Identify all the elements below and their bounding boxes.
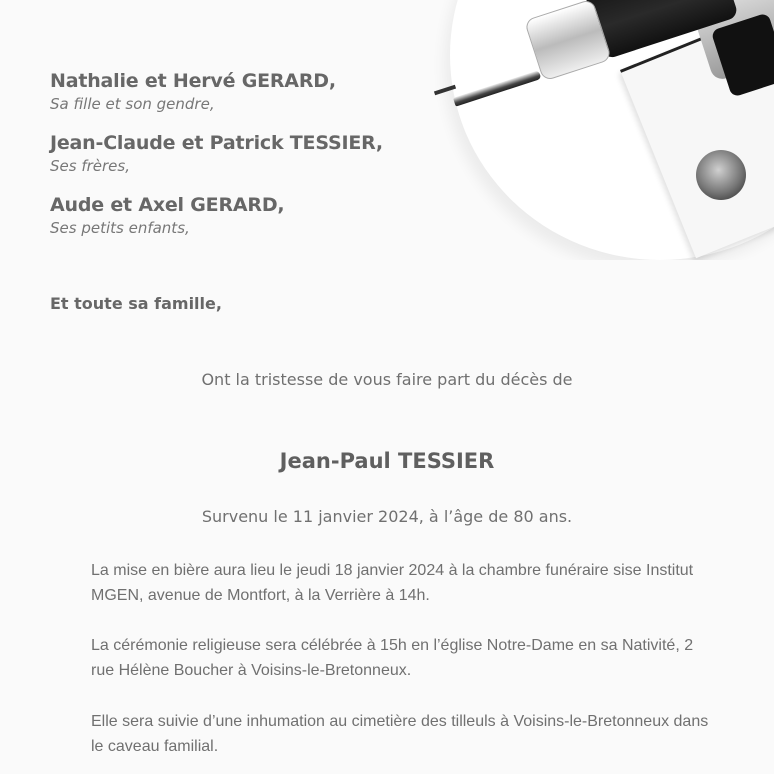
death-date-info: Survenu le 11 janvier 2024, à l’âge de 80 ans.	[201, 507, 573, 526]
burial-details: Elle sera suivie d’une inhumation au cimetière des tilleuls à Voisins-le-Bretonneux dans le caveau familial.	[91, 713, 709, 755]
family-member-name: Jean-Claude et Patrick TESSIER,	[50, 132, 383, 154]
family-member-role: Sa fille et son gendre,	[50, 95, 215, 113]
ceremony-details: La cérémonie religieuse sera célébrée à 15h en l’église Notre-Dame en sa Nativité, 2 rue Hélène Boucher à Voisins-le-Bretonneux.	[91, 637, 694, 679]
whole-family-line: Et toute sa famille,	[50, 294, 222, 313]
family-member-role: Ses petits enfants,	[50, 219, 190, 237]
family-member-name: Aude et Axel GERARD,	[50, 194, 285, 216]
deceased-name: Jean-Paul TESSIER	[279, 449, 495, 473]
casketing-details: La mise en bière aura lieu le jeudi 18 janvier 2024 à la chambre funéraire sise Institut MGEN, avenue de Montfort, à la Verrière à 14h.	[91, 562, 694, 604]
family-list	[50, 68, 383, 254]
family-member-name: Nathalie et Hervé GERARD,	[50, 70, 336, 92]
level-bubble-icon	[696, 150, 746, 200]
family-member	[50, 68, 383, 114]
family-member-role: Ses frères,	[50, 157, 130, 175]
family-member	[50, 192, 383, 238]
family-member	[50, 130, 383, 176]
drill-and-level-photo	[420, 0, 774, 260]
announcement-intro: Ont la tristesse de vous faire part du décès de	[201, 370, 573, 389]
